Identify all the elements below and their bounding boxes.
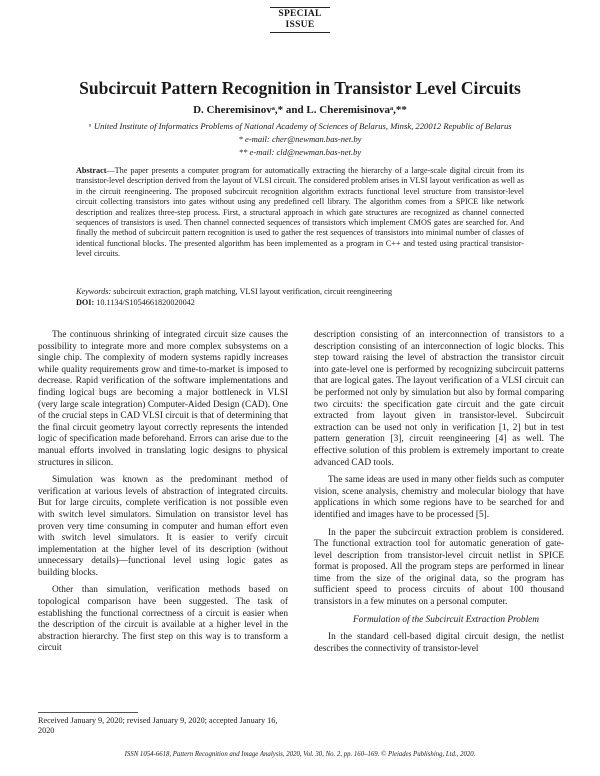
footnote-rule [38, 712, 138, 713]
email-2: ** e-mail: cld@newman.bas-net.by [238, 147, 362, 157]
received-dates: Received January 9, 2020; revised January 9, 2020; accepted January 16, 2020 [38, 716, 278, 736]
paper-title: Subcircuit Pattern Recognition in Transistor Level Circuits [79, 78, 521, 98]
paragraph: In the paper the subcircuit extraction problem is considered. The functional extraction tool for automatic generation of gate-level description from transistor-level circuit netlist in SPICE format is proposed. All the program steps are performed in linear time from the size of the original data, so the program has sufficient speed to process circuits of about 100 thousand transistors in a few minutes on a personal computer. [314, 527, 564, 608]
paragraph: The same ideas are used in many other fields such as computer vision, scene analysis, chemistry and molecular biology that have applications in which some regions have to be searched for and identified and images have to be processed [5]. [314, 475, 564, 520]
journal-footer: ISSN 1054-6618, Pattern Recognition and Image Analysis, 2020, Vol. 30, No. 2, pp. 160–169. © Pleiades Publishing, Ltd., 2020. [124, 751, 476, 758]
keywords-text: subcircuit extraction, graph matching, VLSI layout verification, circuit reengineering [111, 287, 393, 296]
special-issue-header [270, 6, 330, 34]
paragraph: description consisting of an interconnection of transistors to a description consisting of an interconnection of logic blocks. This step toward raising the level of abstraction the transistor circuit into gate-level one is performed by recognizing subcircuit patterns that are logical gates. The layout verification of a VLSI circuit can be performed not only by simulation but also by formal comparing two circuits: the specification gate circuit and the gate circuit extracted from layout given in transistor-level. Subcircuit extraction can be used not only in verification [1, 2] but in test pattern generation [3], circuit reengineering [4] as well. The effective solution of this problem is extremely important to create advanced CAD tools. [314, 330, 564, 468]
doi-label: DOI: [76, 298, 95, 307]
abstract-text: —The paper presents a computer program for automatically extracting the hierarchy of a large-scale digital circuit from its transistor-level description derived from the layout of VLSI circuit. The considered problem arises in VLSI layout verification as well as in the circuit reengineering. The proposed subcircuit recognition algorithm extracts functional level structure from transistor-level circuit collecting transistors into gates without using any predefined cell library. The algorithm comes from a SPICE like network description and realizes three-step process. First, a structural approach in which gate structures are recognized as channel connected sequences of transistors is used. Then channel connected sequences of transistors which implement CMOS gates are searched for. And finally the method of subcircuit pattern recognition is used to gather the rest sequences of transistors into minimal number of classes of identical functional blocks. The presented algorithm has been implemented as a program in C++ and tested using practical transistor-level circuits. [76, 166, 524, 259]
doi-text: 10.1134/S1054661820020042 [94, 298, 195, 307]
keywords [76, 286, 524, 297]
right-column [314, 330, 564, 661]
authors: D. Cheremisinovᵃ,* and L. Cheremisinovaᵃ,** [193, 104, 407, 116]
header-rule-bottom [270, 32, 330, 33]
keywords-label: Keywords: [76, 287, 112, 296]
paragraph: Simulation was known as the predominant method of verification at various levels of abstraction of integrated circuits. But for large circuits, complete verification is not possible even with switch level simulators. Simulation on transistor level has proven very time consuming in computer and human effort even with switch level simulators. It is easier to verify circuit implementation at the higher level of its description (without unnecessary details)—functional level using logic gates as building blocks. [38, 475, 288, 578]
doi [76, 297, 524, 308]
paragraph: Other than simulation, verification methods based on topological comparison have been suggested. The task of establishing the functional correctness of a circuit is easier when the description of the circuit is available at a higher level in the abstraction hierarchy. The first step on this way is to transform a circuit [38, 585, 288, 654]
paragraph: The continuous shrinking of integrated circuit size causes the possibility to integrate more and more complex subsystems on a single chip. The complexity of modern systems rapidly increases while quality requirements grow and time-to-market is imposed to decrease. Rapid verification of the software implementations and finding logical bugs are becoming a major bottleneck in VLSI (very large scale integration) Computer-Aided Design (CAD). One of the crucial steps in CAD VLSI circuit is that of determining that the final circuit geometry layout correctly represents the intended logic of specification made beforehand. Errors can arise due to the manual efforts involved in translating logic designs to physical structures in silicon. [38, 330, 288, 468]
section-heading: Formulation of the Subcircuit Extraction Problem [353, 614, 539, 625]
issue-label: ISSUE [285, 20, 315, 30]
paragraph: In the standard cell-based digital circuit design, the netlist describes the connectivity of transistor-level [314, 632, 564, 654]
abstract-label: Abstract [76, 166, 107, 175]
special-label: SPECIAL [278, 9, 322, 19]
left-column [38, 330, 288, 661]
affiliation: ᵃ United Institute of Informatics Problems of National Academy of Sciences of Belarus, Minsk, 220012 Republic of Belarus [88, 121, 512, 131]
email-1: * e-mail: cher@newman.bas-net.by [238, 134, 362, 144]
header-rule-top [270, 7, 330, 8]
abstract [76, 166, 524, 260]
